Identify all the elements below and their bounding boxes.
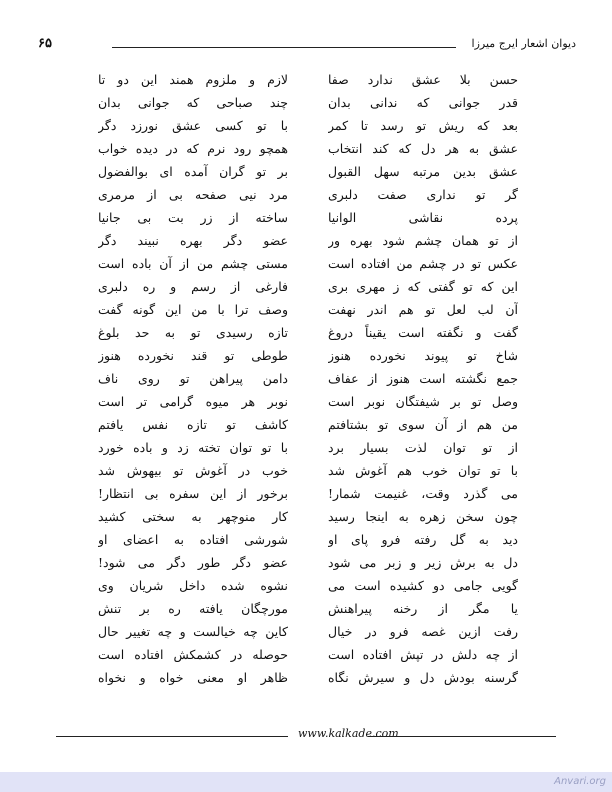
verse-line: گویی جامی دو کشیده است می xyxy=(328,578,518,593)
verse-line: می گذرد وقت، غنیمت شمار! xyxy=(328,486,518,501)
verse-line: ظاهر او معنی خواه و نخواه xyxy=(98,670,288,685)
verse-line: گرسنه بودش دل و سیرش نگاه xyxy=(328,670,518,685)
page-header xyxy=(36,36,576,56)
verse-line: از چه دلش در تپش افتاده است xyxy=(328,647,518,662)
verse-line: مرد نیی صفحه بی از مرمری xyxy=(98,187,288,202)
verse-line: برخور از این سفره بی انتظار! xyxy=(98,486,288,501)
verse-line: کاشف تو تازه نفس یافتم xyxy=(98,417,288,432)
verse-line: عشق بدین مرتبه سهل القبول xyxy=(328,164,518,179)
verse-line: خوب در آغوش تو بیهوش شد xyxy=(98,463,288,478)
verse-line: کاین چه خیالست و چه تغییر حال xyxy=(98,624,288,639)
verse-line: آن لب لعل تو هم اندر نهفت xyxy=(328,302,518,317)
book-title: دیوان اشعار ایرج میرزا xyxy=(471,37,576,50)
verse-line: حوصله در کشمکش افتاده است xyxy=(98,647,288,662)
verse-line: ساخته از زر بت بی جانیا xyxy=(98,210,288,225)
verse-line: من هم از آن سوی تو بشتافتم xyxy=(328,417,518,432)
header-rule xyxy=(112,47,456,48)
verse-line: بر تو گران آمده ای بوالفضول xyxy=(98,164,288,179)
verse-line: دید به گل رفته فرو پای او xyxy=(328,532,518,547)
verse-line: دامن پیراهن تو روی ناف xyxy=(98,371,288,386)
verse-line: قدر جوانی که ندانی بدان xyxy=(328,95,518,110)
site-url[interactable]: www.kalkade.com xyxy=(298,727,399,740)
verse-line: مستی چشم من از آن باده است xyxy=(98,256,288,271)
verse-line: عشق به هر دل که کند انتخاب xyxy=(328,141,518,156)
watermark-bar xyxy=(0,772,612,792)
verse-line: طوطی تو قند نخورده هنوز xyxy=(98,348,288,363)
verse-line: حسن بلا عشق ندارد صفا xyxy=(328,72,518,87)
verse-line: عکس تو در چشم من افتاده است xyxy=(328,256,518,271)
verse-line: از تو همان چشم شود بهره ور xyxy=(328,233,518,248)
verse-line: با تو توان خوب هم آغوش شد xyxy=(328,463,518,478)
verse-line: پرده نقاشی الوانیا xyxy=(328,210,518,225)
verse-line: کار منوچهر به سختی کشید xyxy=(98,509,288,524)
verse-line: دل به برش زیر و زبر می شود xyxy=(328,555,518,570)
poem-left-column xyxy=(98,68,288,689)
verse-line: مورچگان یافته ره بر تنش xyxy=(98,601,288,616)
verse-line: چون سخن زهره به اینجا رسید xyxy=(328,509,518,524)
verse-line: عضو دگر بهره نبیند دگر xyxy=(98,233,288,248)
verse-line: نشوه شده داخل شریان وی xyxy=(98,578,288,593)
verse-line: شورشی افتاده به اعضای او xyxy=(98,532,288,547)
verse-line: وصف ترا با من این گونه گفت xyxy=(98,302,288,317)
verse-line: با تو توان تخته زد و باده خورد xyxy=(98,440,288,455)
verse-line: شاخ تو پیوند نخورده هنوز xyxy=(328,348,518,363)
poem-right-column xyxy=(328,68,518,689)
verse-line: وصل تو بر شیفتگان نوبر است xyxy=(328,394,518,409)
verse-line: گفت و نگفته است یقیناً دروغ xyxy=(328,325,518,340)
verse-line: فارغی از رسم و ره دلبری xyxy=(98,279,288,294)
verse-line: با تو کسی عشق نورزد دگر xyxy=(98,118,288,133)
verse-line: رفت ازین غصه فرو در خیال xyxy=(328,624,518,639)
watermark-text: Anvari.org xyxy=(554,776,606,787)
verse-line: گر تو نداری صفت دلبری xyxy=(328,187,518,202)
footer-rule-left xyxy=(56,736,288,737)
verse-line: عضو دگر طور دگر می شود! xyxy=(98,555,288,570)
verse-line: جمع نگشته است هنوز از عفاف xyxy=(328,371,518,386)
page-footer xyxy=(36,727,576,743)
verse-line: چند صباحی که جوانی بدان xyxy=(98,95,288,110)
verse-line: تازه رسیدی تو به حد بلوغ xyxy=(98,325,288,340)
page-number: ۶۵ xyxy=(38,36,52,51)
verse-line: همچو رود نرم که در دیده خواب xyxy=(98,141,288,156)
footer-rule-right xyxy=(368,736,556,737)
verse-line: لازم و ملزوم همند این دو تا xyxy=(98,72,288,87)
verse-line: یا مگر از رخنه پیراهنش xyxy=(328,601,518,616)
verse-line: بعد که ریش تو رسد تا کمر xyxy=(328,118,518,133)
verse-line: نوبر هر میوه گرامی تر است xyxy=(98,394,288,409)
verse-line: از تو توان لذت بسیار برد xyxy=(328,440,518,455)
poem-body xyxy=(0,68,612,708)
verse-line: این که تو گفتی که ز مهری بری xyxy=(328,279,518,294)
